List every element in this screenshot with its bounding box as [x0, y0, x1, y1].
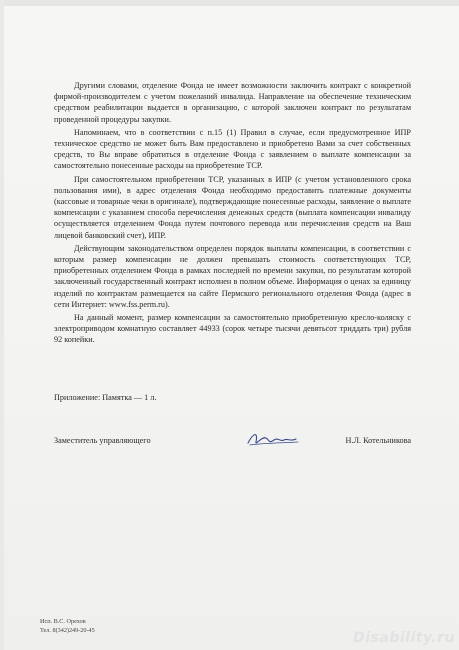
paragraph-3: При самостоятельном приобретении ТСР, указанных в ИПР (с учетом установленного срока пользования ими), в адрес отделения Фонда необходимо предоставить платежные документы (кассовые и товарные чеки в оригинале), подтверждающие понесенные расходы, заявление о выплате компенсации с указанием способа перечисления денежных средств (выплата компенсации инвалиду осуществляется отделением Фонда путем почтового перевода или перечисления средств на Ваш лицевой банковский счет), ИПР. — [54, 174, 411, 240]
letter-body — [54, 80, 411, 348]
handwritten-signature — [244, 428, 304, 450]
paragraph-4: Действующим законодательством определен порядок выплаты компенсации, в соответствии с которым размер компенсации не должен превышать стоимость соответствующих ТСР, приобретенных отделением Фонда в рамках последней по времени закупки, по результатам которой заключенный государственный контракт исполнен в полном объеме. Информация о ценах за единицу изделий по контрактам размещается на сайте Пермского регионального отделения Фонда (адрес в сети Интернет: www.fss.perm.ru). — [54, 243, 411, 309]
signer-position: Заместитель управляющего — [54, 436, 151, 445]
paragraph-5: На данный момент, размер компенсации за самостоятельно приобретенную кресло-коляску с электроприводом комнатную составляет 44933 (сорок четыре тысячи девятьсот триддать три) рубля 92 копейки. — [54, 313, 411, 345]
signer-name: Н.Л. Котельникова — [345, 436, 411, 445]
paragraph-1: Другими словами, отделение Фонда не имеет возможности заключить контракт с конкретной фирмой-производителем с учетом пожеланий инвалида. Направление на обеспечение техническим средством реабилитации выдается в организацию, с которой заключен контракт по результатам проведенной процедуры закупки. — [54, 81, 411, 124]
executor-name: Исп. В.С. Орехов — [40, 618, 86, 625]
attachment-note: Приложение: Памятка — 1 л. — [54, 393, 157, 402]
watermark-logo: Disability.ru — [353, 630, 455, 646]
paragraph-2: Напоминаем, что в соответствии с п.15 (1) Правил в случае, если предусмотренное ИПР техническое средство не может быть Вам предоставлено и приобретено Вами за счет собственных средств, то Вы вправе обратиться в отделение Фонда с заявлением о выплате компенсации за самостоятельно понесенные расходы на приобретение ТСР. — [54, 127, 411, 171]
signature-row — [54, 436, 411, 454]
page-left-edge — [0, 0, 4, 650]
executor-info — [40, 618, 95, 635]
executor-phone: Тел. 8(342)249-20-45 — [40, 626, 95, 634]
page-top-edge — [0, 0, 459, 6]
